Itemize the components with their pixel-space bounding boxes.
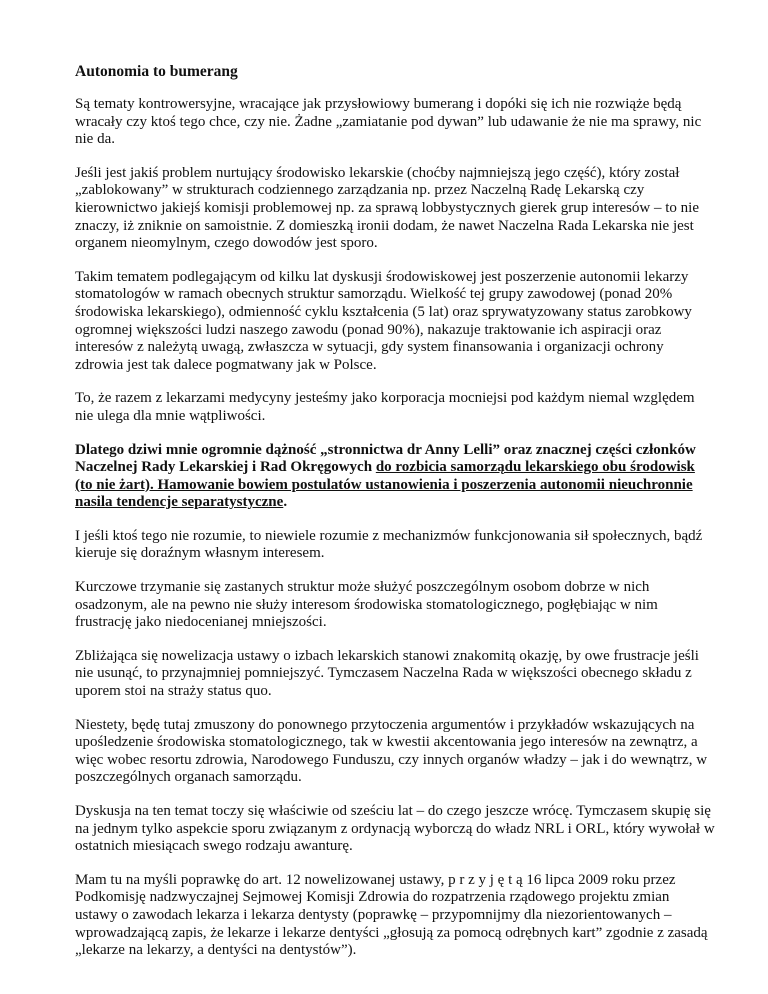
paragraph-5-underlined: do rozbicia samorządu lekarskiego obu środowisk (to nie żart). Hamowanie bowiem postulatów ustanowienia i poszerzenia autonomii nieuchronnie nasila tendencje separatystyczne <box>75 459 695 511</box>
paragraph-3: Takim tematem podlegającym od kilku lat dyskusji środowiskowej jest poszerzenie autonomii lekarzy stomatologów w ramach obecnych struktur samorządu. Wielkość tej grupy zawodowej (ponad 20% środowiska lekarskiego), odmienność cyklu kształcenia (5 lat) oraz sprywatyzowany status zarobkowy ogromnej większości ludzi naszego zawodu (ponad 90%), nakazuje traktowanie ich aspiracji oraz interesów z należytą uwagą, zwłaszcza w sytuacji, gdy system finansowania i organizacji ochrony zdrowia jest tak dalece pogmatwany jak w Polsce. <box>75 268 692 373</box>
paragraph-5-plain: Dlatego dziwi mnie ogromnie dążność „stronnictwa dr Anny Lelli” oraz znacznej części członków Naczelnej Rady Lekarskiej i Rad Okręgowych <box>75 441 696 476</box>
document-title: Autonomia to bumerang <box>75 63 238 80</box>
paragraph-10: Dyskusja na ten temat toczy się właściwie od sześciu lat – do czego jeszcze wrócę. Tymczasem skupię się na jednym tylko aspekcie sporu związanym z ordynacją wyborczą do władz NRL i ORL, który wywołał w ostatnich miesiącach swego rodzaju awanturę. <box>75 803 715 855</box>
paragraph-7: Kurczowe trzymanie się zastanych struktur może służyć poszczególnym osobom dobrze w nich osadzonym, ale na pewno nie służy interesom środowiska stomatologicznego, pogłębiając w nim frustrację jako niedocenianej mniejszości. <box>75 579 658 631</box>
paragraph-11: Mam tu na myśli poprawkę do art. 12 nowelizowanej ustawy, p r z y j ę t ą 16 lipca 2009 roku przez Podkomisję nadzwyczajnej Sejmowej Komisji Zdrowia do rozpatrzenia rządowego projektu zmian ustawy o zawodach lekarza i lekarza dentysty (poprawkę – przypomnijmy dla niezorientowanych – wprowadzającą zapis, że lekarze i lekarze dentyści „głosują za pomocą odrębnych kart” zgodnie z zasadą „lekarze na lekarzy, a dentyści na dentystów”). <box>75 871 708 959</box>
paragraph-1: Są tematy kontrowersyjne, wracające jak przysłowiowy bumerang i dopóki się ich nie rozwiąże będą wracały czy ktoś tego chce, czy nie. Żadne „zamiatanie pod dywan” lub udawanie że nie ma sprawy, nic nie da. <box>75 96 702 148</box>
paragraph-9: Niestety, będę tutaj zmuszony do ponownego przytoczenia argumentów i przykładów wskazujących na upośledzenie środowiska stomatologicznego, tak w kwestii akcentowania jego interesów na zewnątrz, a więc wobec resortu zdrowia, Narodowego Funduszu, czy innych organów władzy – jak i do wewnątrz, w poszczególnych organach samorządu. <box>75 716 708 786</box>
paragraph-5-end: . <box>283 494 288 511</box>
paragraph-6: I jeśli ktoś tego nie rozumie, to niewiele rozumie z mechanizmów funkcjonowania sił społecznych, bądź kieruje się doraźnym własnym interesem. <box>75 527 703 562</box>
paragraph-4: To, że razem z lekarzami medycyny jesteśmy jako korporacja mocniejsi pod każdym niemal względem nie ulega dla mnie wątpliwości. <box>75 390 695 424</box>
paragraph-5-bold <box>75 442 715 512</box>
document-page <box>75 62 715 976</box>
paragraph-2: Jeśli jest jakiś problem nurtujący środowisko lekarskie (choćby najmniejszą jego część), który został „zablokowany” w strukturach codziennego zarządzania np. przez Naczelną Radę Lekarską czy kierownictwo jakiejś komisji problemowej np. za sprawą lobbystycznych gierek grup interesów – to nie znaczy, iż zniknie on samoistnie. Z domieszką ironii dodam, że nawet Naczelna Rada Lekarska nie jest organem nieomylnym, czego dowodów jest sporo. <box>75 164 700 252</box>
paragraph-8: Zbliżająca się nowelizacja ustawy o izbach lekarskich stanowi znakomitą okazję, by owe frustracje jeśli nie usunąć, to przynajmniej pomniejszyć. Tymczasem Naczelna Rada w większości obecnego składu z uporem stoi na straży status quo. <box>75 647 699 700</box>
